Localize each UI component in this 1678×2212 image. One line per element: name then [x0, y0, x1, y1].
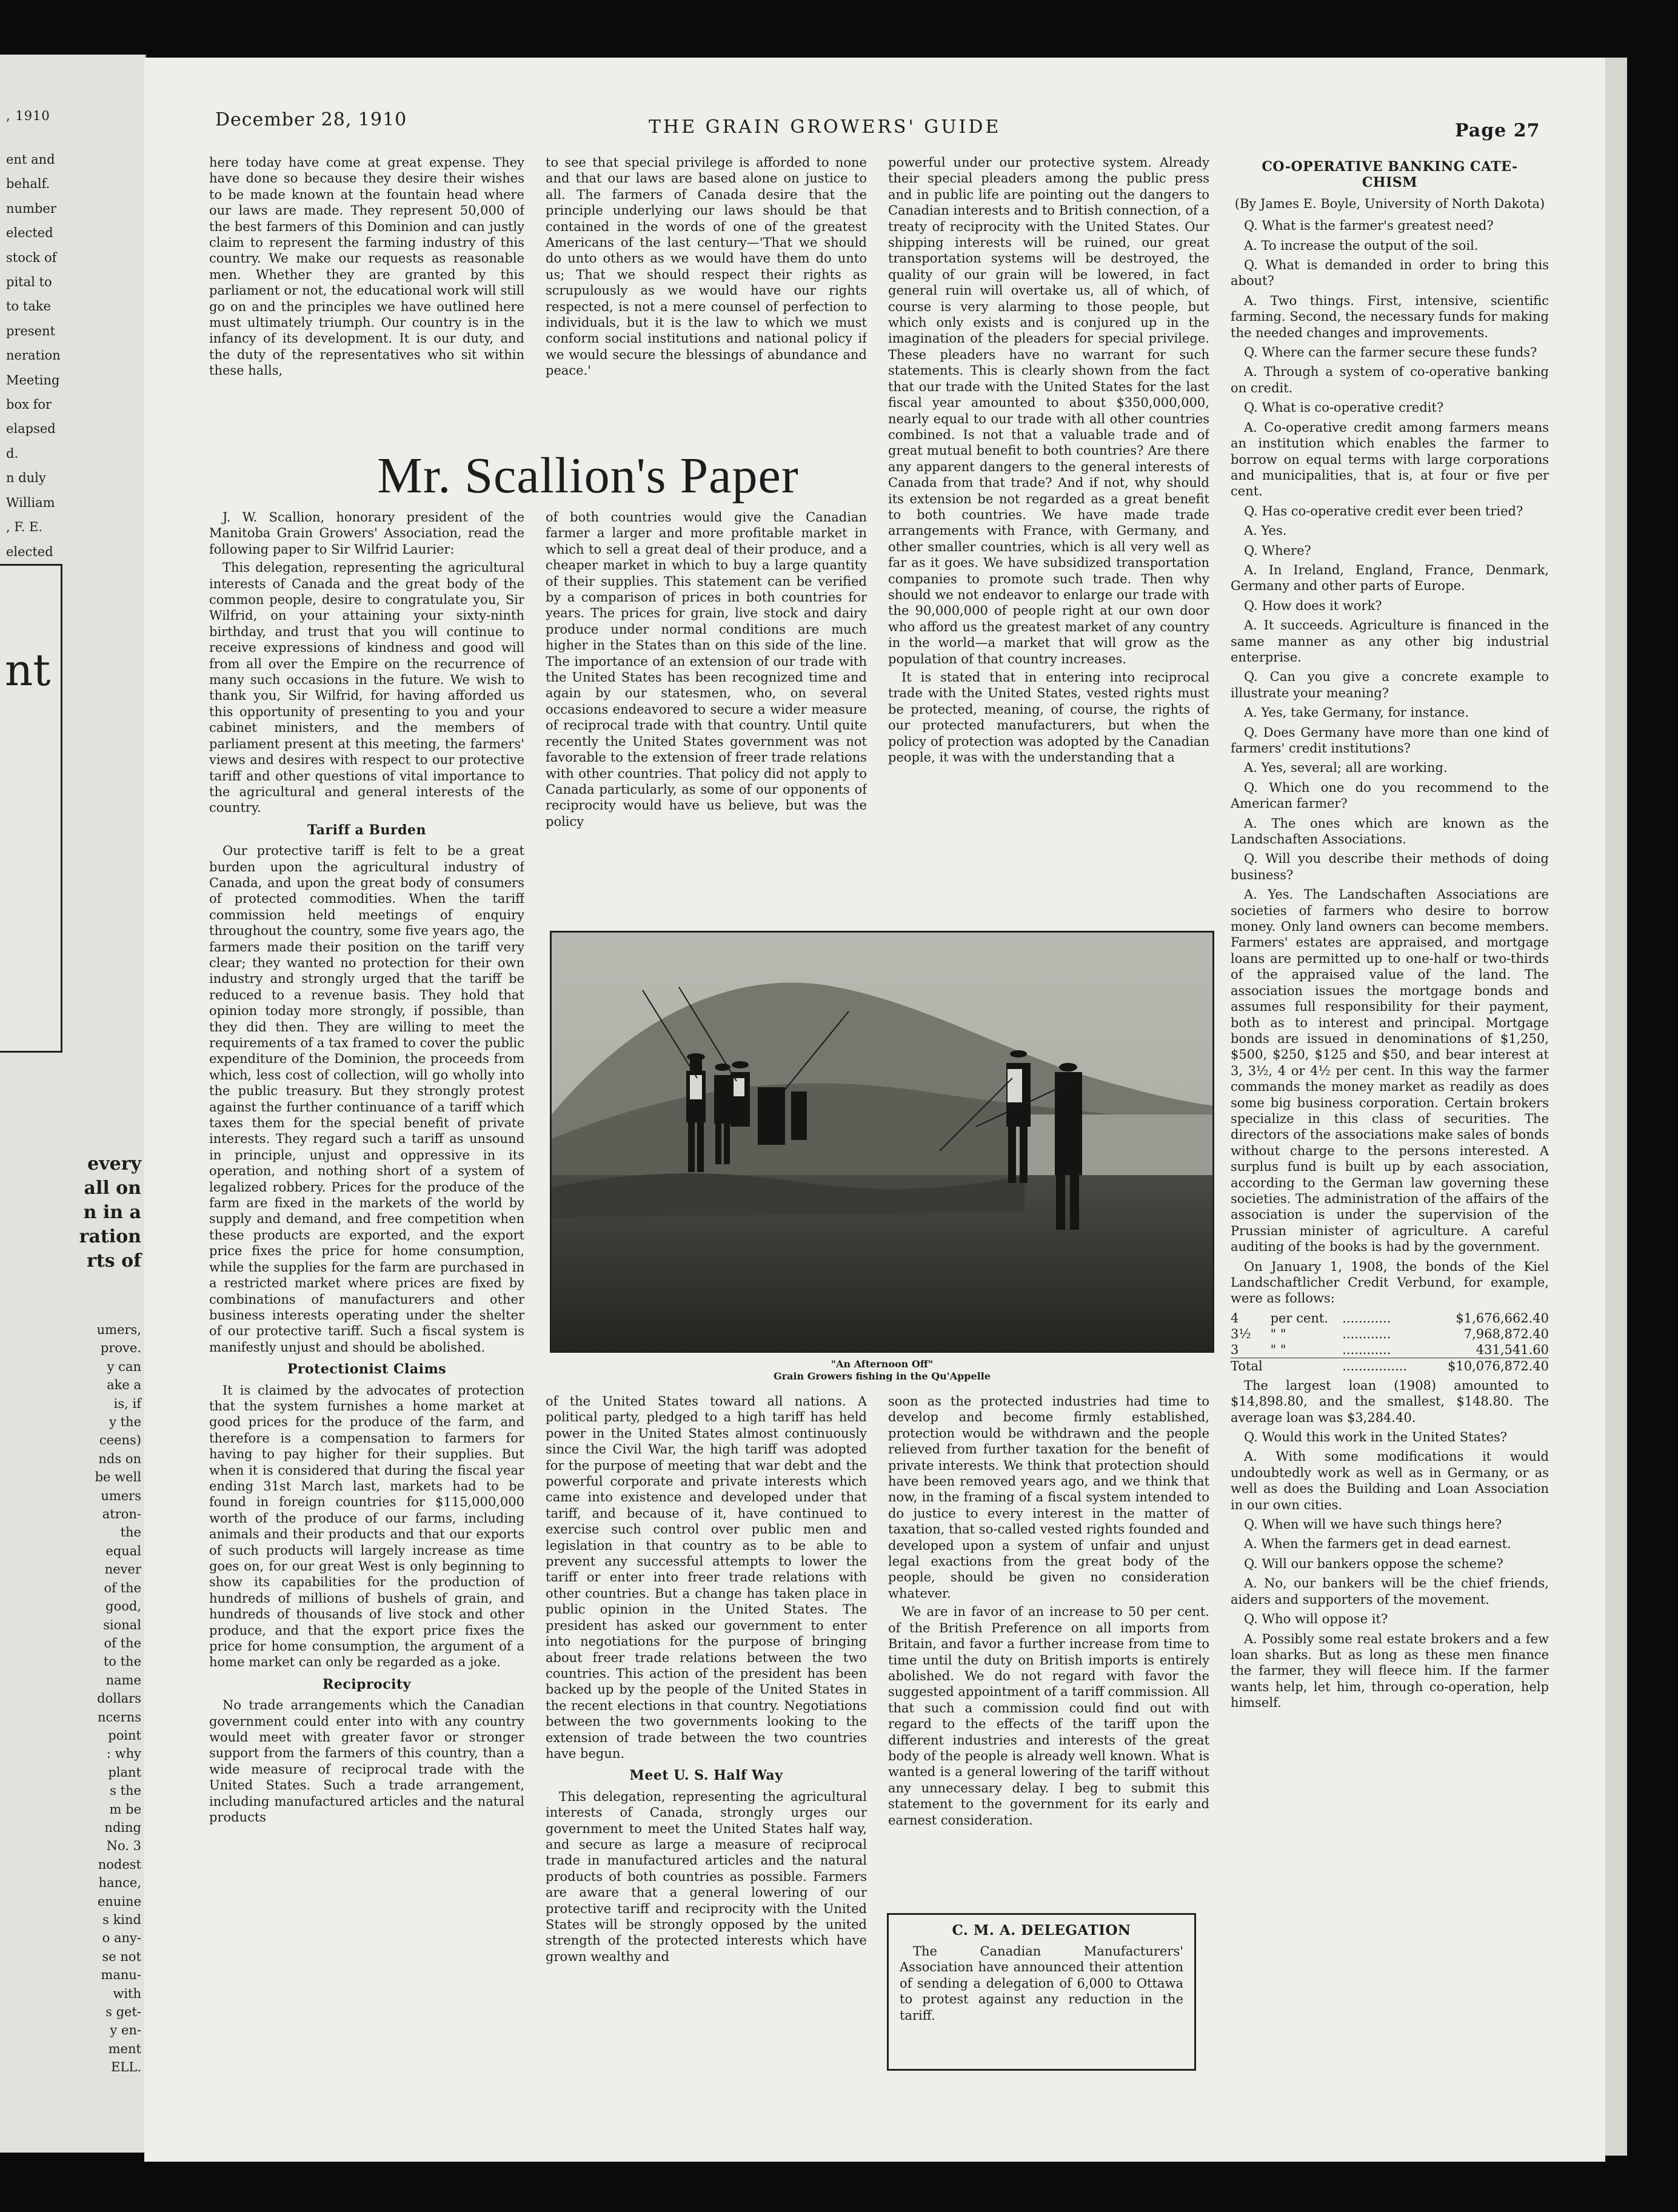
photo-caption-title: "An Afternoon Off" [831, 1358, 934, 1370]
total-dots: ................ [1342, 1358, 1408, 1373]
catechism-question: Q. What is co-operative credit? [1244, 400, 1444, 415]
body-paragraph: of the United States toward all nations. A political party, pledged to a high tariff has held power in the United States almost continuously since the Civil War, the high tariff was adopted for the purpose of meeting that war debt and the powerful corporate and private interests which came into existence and developed under that tariff, and because of it, have continued to exercise such control over public men and legislation in that country as to be able to prevent any successful attempts to lower the tariff or enter into freer trade relations with other countries. But a change has taken place in public opinion in the United States. The president has asked our government to enter into negotiations for the purpose of bringing about freer trade relations between the two countries. This action of the president has been backed up by the people of the United States in the recent elections in that country. Negotiations between the two governments looking to the extension of trade between the two countries have begun. [546, 1394, 867, 1761]
fragment-text: Meeting [6, 372, 60, 387]
body-paragraph: It is stated that in entering into reciprocal trade with the United States, vested rights must be protected, meaning, of course, the rights of our protected manufacturers, but when the policy of protection was adopted by the Canadian people, it was with the understanding that a [888, 670, 1209, 765]
fragment-text: ake a [107, 1378, 141, 1393]
fragment-text: point [108, 1728, 141, 1743]
left-page-year: , 1910 [6, 109, 50, 123]
fragment-text: ration [79, 1226, 141, 1247]
fragment-text: prove. [100, 1341, 141, 1356]
fragment-text: hance, [98, 1875, 141, 1891]
catechism-question: Q. What is the farmer's greatest need? [1244, 218, 1494, 233]
bond-dots: ............ [1342, 1310, 1391, 1326]
body-paragraph: This delegation, representing the agricultural interests of Canada, strongly urges our government to meet the United States half way, and secure as large a measure of reciprocal trade in manufactured articles and the natural products of both countries as possible. Farmers are aware that a general lowering of our protective tariff and reciprocity with the United States will be strongly opposed by the united strength of the protected interests which have grown wealthy and [546, 1789, 867, 1964]
body-paragraph: of both countries would give the Canadian farmer a larger and more profitable market in which to sell a great deal of their produce, and a cheaper market in which to buy a large quantity of their supplies. This statement can be verified by a comparison of prices in both countries for years. The prices for grain, live stock and dairy produce under normal conditions are much higher in the States than on this side of the line. The importance of an extension of our trade with the United States has been recognized time and again by our statesmen, who, on several occasions endeavored to secure a wider measure of reciprocal trade with that country. Until quite recently the United States government was not favorable to the extension of freer trade relations with other countries. That policy did not apply to Canada particularly, as some of our opponents of reciprocity would have us believe, but was the policy [546, 510, 867, 829]
article-column-2-bottom [546, 1393, 867, 2079]
continued-column-2 [546, 155, 867, 424]
catechism-byline: (By James E. Boyle, University of North Dakota) [1234, 196, 1545, 211]
catechism-answer: A. Yes, take Germany, for instance. [1244, 705, 1469, 720]
bond-amount: $1,676,662.40 [1456, 1310, 1549, 1326]
fragment-text: to the [103, 1654, 141, 1669]
cma-delegation-box [887, 1913, 1196, 2071]
fragment-text: atron- [102, 1507, 141, 1522]
photo-caption [550, 1358, 1214, 1382]
catechism-question: Q. Would this work in the United States? [1244, 1430, 1508, 1445]
intro-paragraph: J. W. Scallion, honorary president of the Manitoba Grain Growers' Association, read the following paper to Sir Wilfrid Laurier: [209, 510, 524, 557]
fragment-text: s kind [102, 1912, 141, 1927]
continued-paragraph-2: to see that special privilege is afforded to none and that our laws are based alone on justice to all. The farmers of Canada desire that the principle underlying our laws should be that contained in the words of one of the greatest Americans of the last century—'That we should do unto others as we would have them do unto us; That we should respect their rights as scrupulously as we would have our rights respected, is not a mere counsel of perfection to individuals, but it is the law to which we must conform social institutions and national policy if we would secure the blessings of abundance and peace.' [546, 155, 867, 378]
article-column-3-bottom [888, 1393, 1209, 1909]
catechism-question: Q. Who will oppose it? [1244, 1612, 1388, 1627]
cma-body: The Canadian Manufacturers' Association have announced their attention of sending a delegation of 6,000 to Ottawa to protest against any reduction in the tariff. [900, 1944, 1183, 2023]
cma-title: C. M. A. DELEGATION [952, 1922, 1131, 1939]
catechism-qa-top [1231, 218, 1549, 1307]
fragment-text: number [6, 201, 56, 216]
fragment-text: ELL. [111, 2060, 141, 2075]
catechism-question: Q. When will we have such things here? [1244, 1517, 1502, 1532]
catechism-qa-bottom [1231, 1378, 1549, 1711]
fragment-text: neration [6, 348, 61, 363]
body-paragraph: soon as the protected industries had time to develop and become firmly established, protection would be withdrawn and the people relieved from further taxation for the benefit of private interests. We think that protection should have been removed years ago, and we think that now, in the framing of a fiscal system intended to do justice to every interest in the matter of taxation, that so-called vested rights founded and developed upon a system of unfair and unjust legal exactions from the great body of the people, should be given no consideration whatever. [888, 1394, 1209, 1601]
fragment-text: elapsed [6, 421, 56, 437]
body-paragraph: No trade arrangements which the Canadian government could enter into with any country would meet with greater favor or stronger support from the farmers of this country, than a wide measure of reciprocal trade with the United States. Such a trade arrangement, including manufactured articles and the natural products [209, 1698, 524, 1825]
fragment-text: , F. E. [6, 520, 43, 535]
fragment-text: s the [110, 1783, 141, 1798]
catechism-answer: A. Possibly some real estate brokers and a few loan sharks. But as long as these men finance the farmer, they will fleece him. If the farmer wants help, let him, through co-operation, help himself. [1231, 1631, 1549, 1711]
fragment-text: the [120, 1525, 141, 1540]
fragment-text: s get- [105, 2005, 141, 2020]
issue-date: December 28, 1910 [215, 109, 407, 130]
fragment-text: present [6, 323, 56, 338]
fragment-text: umers, [96, 1322, 141, 1337]
fragment-text: equal [105, 1543, 141, 1558]
bonds-row [1231, 1310, 1549, 1326]
fragment-text: y the [109, 1415, 141, 1430]
fragment-text: : why [106, 1746, 141, 1761]
catechism-answer: A. Two things. First, intensive, scientific farming. Second, the necessary funds for making the needed changes and improvements. [1231, 293, 1549, 340]
subheading-tariff: Tariff a Burden [307, 822, 427, 838]
catechism-question: Q. Will our bankers oppose the scheme? [1244, 1556, 1503, 1571]
article-column-2-top [546, 509, 867, 903]
bonds-total-row [1231, 1358, 1549, 1374]
continued-paragraph-1: here today have come at great expense. They have done so because they desire their wishes to be made known at the fountain head where our laws are made. They represent 50,000 of the best farmers of this Dominion and can justly claim to represent the farming industry of this country. We make our requests as reasonable men. Whether they are granted by this parliament or not, the educational work will still go on and the principles we have outlined here must ultimately triumph. Our country is in the infancy of its development. It is our duty, and the duty of the representatives who sit within these halls, [209, 155, 524, 378]
subheading-protectionist: Protectionist Claims [287, 1361, 447, 1378]
fragment-text: o any- [102, 1931, 141, 1946]
photo-caption-subtitle: Grain Growers fishing in the Qu'Appelle [773, 1370, 991, 1382]
catechism-answer: A. Co-operative credit among farmers means an institution which enables the farmer to borrow on equal terms with large corporations and municipalities, that is, at four or five per cent. [1231, 420, 1549, 499]
page-number: Page 27 [1455, 120, 1540, 141]
fragment-text: ceens) [99, 1433, 141, 1448]
fragment-text: name [105, 1672, 141, 1687]
catechism-answer: On January 1, 1908, the bonds of the Kiel Landschaftlicher Credit Verbund, for example, were as follows: [1231, 1259, 1549, 1306]
catechism-question: Q. What is demanded in order to bring this about? [1231, 258, 1549, 289]
fragment-text: ncerns [97, 1709, 141, 1724]
fragment-text: ment [108, 2041, 141, 2056]
bonds-row [1231, 1326, 1549, 1342]
catechism-answer: A. Yes. [1244, 523, 1287, 538]
catechism-answer: A. It succeeds. Agriculture is financed in the same manner as any other big industrial enterprise. [1231, 618, 1549, 665]
left-page-lower-fragments [5, 1322, 141, 2078]
fragment-text: William [6, 495, 55, 510]
left-page-ad-text: nt [5, 645, 51, 695]
bond-amount: 7,968,872.40 [1463, 1326, 1549, 1341]
body-paragraph: It is claimed by the advocates of protection that the system furnishes a home market at good prices for the produce of the farm, and therefore is a compensation to farmers for having to pay higher for their supplies. But when it is considered that during the fiscal year ending 31st March last, markets had to be found in foreign countries for $115,000,000 worth of the produce of our farms, including animals and their products and that our exports of such products will largely increase as time goes on, for our great West is only beginning to show its capabilities for the production of hundreds of millions of bushels of grain, and hundreds of thousands of live stock and other produce, and that the export price fixes the price for home consumption, the argument of a home market can only be regarded as a joke. [209, 1382, 524, 1670]
bonds-row [1231, 1342, 1549, 1358]
catechism-answer: A. With some modifications it would undoubtedly work as well as in Germany, or as well as does the Building and Loan Association in our own cities. [1231, 1449, 1549, 1512]
catechism-question: Q. Where can the farmer secure these funds? [1244, 345, 1537, 360]
fragment-text: every [87, 1153, 141, 1175]
fragment-text: behalf. [6, 176, 50, 192]
fragment-text: rts of [87, 1250, 141, 1272]
bond-unit: " " [1270, 1326, 1286, 1341]
catechism-title [1231, 159, 1549, 191]
article-column-1 [209, 509, 524, 2080]
body-paragraph: We are in favor of an increase to 50 per cent. of the British Preference on all imports from Britain, and favor a further increase from time to time until the duty on British imports is entirely abolished. We do not regard with favor the suggested appointment of a tariff commission. All that such a commission could find out with regard to the effects of the tariff upon the different industries and interests of the great body of the people is already well known. What is wanted is a general lowering of the tariff without any unnecessary delay. I beg to submit this statement to the government for its early and earnest consideration. [888, 1604, 1209, 1828]
fragment-text: with [113, 1986, 141, 2001]
photograph [550, 931, 1214, 1353]
fragment-text: box for [6, 397, 52, 412]
catechism-answer: A. In Ireland, England, France, Denmark, Germany and other parts of Europe. [1231, 562, 1549, 594]
fragment-text: m be [109, 1801, 141, 1817]
fragment-text: good, [105, 1599, 141, 1614]
catechism-answer: A. Through a system of co-operative banking on credit. [1231, 364, 1549, 395]
fragment-text: n in a [83, 1202, 141, 1223]
left-page-fragments [6, 152, 142, 568]
catechism-answer: A. Yes. The Landschaften Associations are societies of farmers who desire to borrow money. Only land owners can become members. Farmers' estates are appraised, and mortgage loans are permitted up to one-half or two-thirds of the appraised value of the land. The association issues the mortgage bonds and assumes full responsibility for their payment, both as to interest and principal. Mortgage bonds are issued in denominations of $1,250, $500, $250, $125 and $50, and bear interest at 3, 3½, 4 or 4½ per cent. In this way the farmer commands the money market as readily as does some big business corporation. Certain brokers specialize in this class of securities. The directors of the associations make sales of bonds without charge to the persons interested. A surplus fund is built up by each association, according to the German law governing these societies. The administration of the affairs of the association is under the supervision of the Prussian minister of agriculture. A careful auditing of the books is had by the government. [1231, 887, 1549, 1255]
fragment-text: plant [108, 1765, 141, 1780]
bond-unit: " " [1270, 1342, 1286, 1357]
subheading-reciprocity: Reciprocity [323, 1676, 411, 1692]
fragment-text: all on [84, 1178, 141, 1199]
bond-amount: 431,541.60 [1476, 1342, 1549, 1357]
fragment-text: stock of [6, 250, 57, 265]
fragment-text: elected [6, 544, 53, 559]
fragment-text: ent and [6, 152, 55, 167]
catechism-title-line-2: CHISM [1362, 175, 1418, 191]
fragment-text: elected [6, 226, 53, 241]
fragment-text: nding [104, 1820, 141, 1835]
fragment-text: y can [107, 1359, 141, 1374]
catechism-answer: A. When the farmers get in dead earnest. [1244, 1537, 1511, 1552]
bond-rate: 3 [1231, 1342, 1239, 1357]
catechism-question: Q. Will you describe their methods of doing business? [1231, 851, 1549, 882]
fragment-text: of the [104, 1635, 141, 1651]
catechism-question: Q. Which one do you recommend to the American farmer? [1231, 780, 1549, 811]
fragment-text: d. [6, 446, 19, 461]
fragment-text: to take [6, 299, 51, 314]
continued-column-1 [209, 155, 524, 424]
masthead: THE GRAIN GROWERS' GUIDE [649, 116, 1001, 138]
fragment-text: manu- [101, 1968, 141, 1983]
catechism-answer: A. To increase the output of the soil. [1244, 238, 1479, 253]
fragment-text: of the [104, 1580, 141, 1595]
fragment-text: is, if [113, 1396, 141, 1411]
fragment-text: dollars [97, 1691, 141, 1706]
body-paragraph: This delegation, representing the agricultural interests of Canada and the great body of the common people, desire to congratulate you, Sir Wilfrid, on your attaining your sixty-ninth birthday, and trust that you will continue to receive expressions of kindness and good will from all over the Empire on the recurrence of many such occasions in the future. We wish to thank you, Sir Wilfrid, for having afforded us this opportunity of presenting to you and your cabinet ministers, and the members of parliament present at this meeting, the farmers' views and desires with respect to our protective tariff and other questions of vital importance to the agricultural and general interests of the country. [209, 560, 524, 816]
catechism-question: Q. How does it work? [1244, 598, 1382, 613]
catechism-question: Q. Where? [1244, 543, 1311, 558]
catechism-question: Q. Does Germany have more than one kind of farmers' credit institutions? [1231, 725, 1549, 756]
total-label: Total [1231, 1358, 1263, 1373]
right-page-edge [1605, 58, 1627, 2156]
catechism-question: Q. Can you give a concrete example to illustrate your meaning? [1231, 669, 1549, 700]
body-paragraph: powerful under our protective system. Already their special pleaders among the public press and in public life are pointing out the dangers to Canadian interests and to British connection, of a treaty of reciprocity with the United States. Our shipping interests will be ruined, our great transportation systems will be destroyed, the quality of our grain will be lowered, in fact general ruin will overtake us, all of which, of course is very alarming to those people, but which only exists and is conjured up in the imagination of the pleaders for special privilege. These pleaders have no warrant for such statements. This is clearly shown from the fact that our trade with the United States for the last fiscal year amounted to about $350,000,000, nearly equal to our trade with all other countries combined. Is not that a valuable trade and of great mutual benefit to both countries? Are there any apparent dangers to the general interests of Canada from that trade? And if not, why should its extension be not regarded as a great benefit to both countries. We have made trade arrangements with France, with Germany, and other smaller countries, which is all very well as far as it goes. We have subsidized transportation companies to promote such trade. Then why should we not endeavor to enlarge our trade with the 90,000,000 of people right at our own door who afford us the greatest market of any country in the world—a market that will grow as the population of that country increases. [888, 155, 1209, 666]
bond-dots: ............ [1342, 1326, 1391, 1341]
bond-dots: ............ [1342, 1342, 1391, 1357]
fragment-text: be well [95, 1470, 141, 1485]
fragment-text: se not [102, 1949, 141, 1964]
bond-rate: 4 [1231, 1310, 1239, 1326]
bond-rate: 3½ [1231, 1326, 1251, 1341]
article-column-3-top [888, 155, 1209, 903]
body-paragraph: Our protective tariff is felt to be a great burden upon the agricultural industry of Canada, and upon the great body of consumers of protected commodities. When the tariff commission held meetings of enquiry throughout the country, some five years ago, the farmers made their position on the tariff very clear; they wanted no protection for their own industry and strongly urged that the tariff be reduced to a revenue basis. They hold that opinion today more strongly, if possible, than they did then. They are willing to meet the requirements of a tax framed to cover the public expenditure of the Dominion, the proceeds from which, less cost of collection, will go wholly into the public treasury. But they strongly protest against the further continuance of a tariff which taxes them for the special benefit of private interests. They regard such a tariff as unsound in principle, unjust and oppressive in its operation, and nothing short of a system of legalized robbery. Prices for the produce of the farm are fixed in the markets of the world by supply and demand, and free competition when these products are exported, and the export price fixes the price for home consumption, while the supplies for the farm are purchased in a restricted market where prices are fixed by combinations of manufacturers and other business interests operating under the shelter of our protective tariff. Such a fiscal system is manifestly unjust and should be abolished. [209, 843, 524, 1355]
fragment-text: No. 3 [106, 1838, 141, 1854]
bonds-table [1231, 1310, 1549, 1374]
catechism-question: Q. Has co-operative credit ever been tried? [1244, 503, 1523, 518]
left-page-ad-box [0, 564, 62, 1053]
catechism-answer: The largest loan (1908) amounted to $14,898.80, and the smallest, $148.80. The average loan was $3,284.40. [1231, 1378, 1549, 1425]
catechism-answer: A. The ones which are known as the Landschaften Associations. [1231, 816, 1549, 847]
article-title: Mr. Scallion's Paper [377, 447, 799, 504]
fragment-text: y en- [110, 2023, 141, 2038]
fragment-text: never [104, 1562, 141, 1577]
fragment-text: pital to [6, 275, 52, 290]
fragment-text: enuine [97, 1894, 141, 1909]
fragment-text: nds on [98, 1451, 141, 1466]
fishing-scene-image [552, 933, 1212, 1351]
catechism-answer: A. No, our bankers will be the chief friends, aiders and supporters of the movement. [1231, 1576, 1549, 1607]
total-amount: $10,076,872.40 [1448, 1358, 1549, 1373]
bond-unit: per cent. [1270, 1310, 1328, 1326]
subheading-halfway: Meet U. S. Half Way [629, 1768, 783, 1784]
catechism-column [1231, 159, 1549, 2069]
fragment-text: nodest [98, 1857, 141, 1872]
fragment-text: umers [101, 1488, 141, 1503]
left-page-big-fragments [5, 1152, 141, 1273]
catechism-title-line-1: CO-OPERATIVE BANKING CATE- [1262, 159, 1518, 175]
fragment-text: n duly [6, 471, 46, 486]
catechism-answer: A. Yes, several; all are working. [1244, 760, 1448, 776]
fragment-text: sional [103, 1617, 141, 1632]
